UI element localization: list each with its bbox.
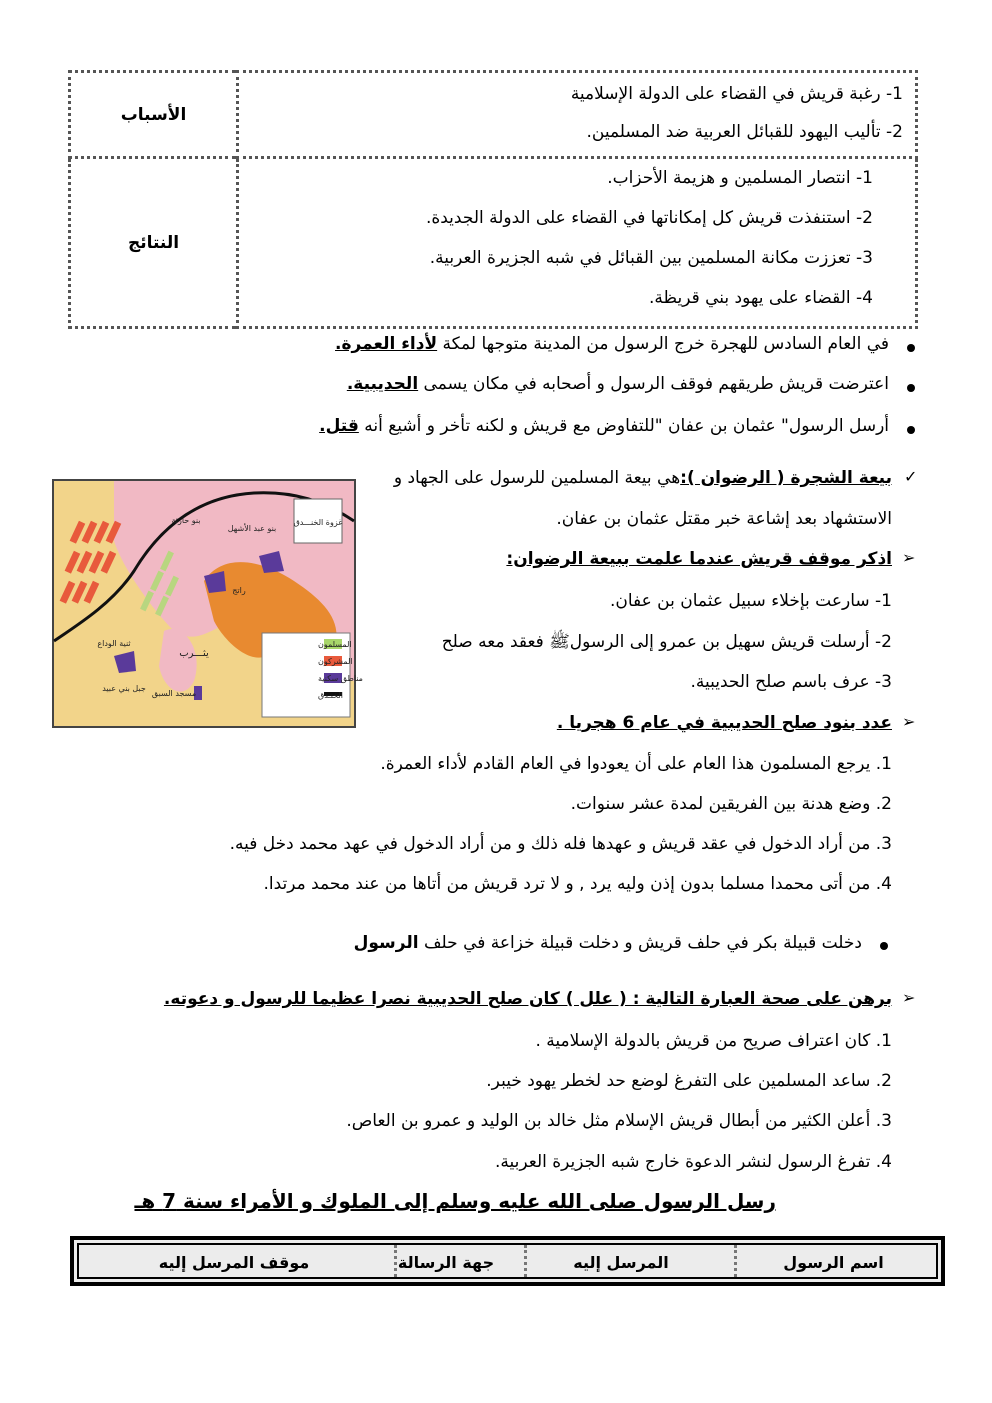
- map-label-wada: ثنية الوداع: [97, 639, 131, 648]
- header-recipient-position: موقف المرسل إليه: [158, 1253, 310, 1272]
- results-cell: [238, 158, 917, 328]
- treaty-item-1: 1. يرجع المسلمون هذا العام على أن يعودوا في العام القادم لأداء العمرة.: [380, 754, 892, 774]
- arrow-bullet-icon: ➢: [902, 712, 916, 731]
- bullet-dot: [907, 344, 915, 352]
- prove-item-4: 4. تفرغ الرسول لنشر الدعوة خارج شبه الجزيرة العربية.: [495, 1152, 892, 1172]
- letters-title: رسل الرسول صلى الله عليه وسلم إلى الملوك و الأمراء سنة 7 هـ: [134, 1189, 776, 1213]
- treaty-item-2: 2. وضع هدنة بين الفريقين لمدة عشر سنوات.: [570, 794, 892, 814]
- prove-item-2: 2. ساعد المسلمين على التفرغ لوضع حد لخطر يهود خيبر.: [486, 1071, 892, 1091]
- legend-residential: مناطق سكنية: [318, 674, 363, 683]
- bullet-3: أرسل الرسول" عثمان بن عفان "للتفاوض مع قريش و لكنه تأخر و أشيع أنه قتل.: [319, 416, 889, 436]
- map-graphic: [54, 481, 363, 726]
- checkmark-icon: ✓: [904, 467, 918, 486]
- bullet-dot: [880, 942, 888, 950]
- bullet-dot: [907, 384, 915, 392]
- causes-cell: [238, 72, 917, 158]
- map-label-khandaq: غزوة الخنـــدق: [293, 518, 343, 527]
- bullet-1: في العام السادس للهجرة خرج الرسول من المدينة متوجها لمكة لأداء العمرة.: [335, 334, 889, 354]
- header-recipient: المرسل إليه: [573, 1253, 669, 1272]
- quraysh-item-2: 2- أرسلت قريش سهيل بن عمرو إلى الرسولﷺ فعقد معه صلح: [441, 632, 892, 652]
- header-letter-direction: جهة الرسالة: [397, 1253, 495, 1272]
- quraysh-item-1: 1- سارعت بإخلاء سبيل عثمان بن عفان.: [609, 591, 892, 611]
- arrow-bullet-icon: ➢: [902, 988, 916, 1007]
- treaty-item-3: 3. من أراد الدخول في عقد قريش و عهدها فله ذلك و من أراد الدخول في عهد محمد دخل فيه.: [229, 834, 892, 854]
- causes-results-table: [68, 70, 918, 329]
- map-label-bani-abd-ashhal: بنو عبد الأشهل: [227, 524, 277, 533]
- result-3: 3- تعززت مكانة المسلمين بين القبائل في شبه الجزيرة العربية.: [429, 248, 873, 268]
- ridwan-line-2: الاستشهاد بعد إشاعة خبر مقتل عثمان بن عفان.: [556, 509, 892, 529]
- legend-mushrikun: المشركون: [318, 657, 353, 666]
- result-4: 4- القضاء على يهود بني قريظة.: [649, 288, 873, 308]
- ridwan-line-1: بيعة الشجرة ( الرضوان ):هي بيعة المسلمين للرسول على الجهاد و: [393, 468, 892, 488]
- result-2: 2- استنفذت قريش كل إمكاناتها في القضاء على الدولة الجديدة.: [425, 208, 873, 228]
- map-label-masjid: مسجد السبق: [151, 689, 197, 698]
- arrow-bullet-icon: ➢: [902, 548, 916, 567]
- treaty-item-4: 4. من أتى محمدا مسلما بدون إذن وليه يرد , و لا ترد قريش من أتاها من عند محمد مرتدا.: [263, 874, 892, 894]
- khandaq-map: [52, 479, 363, 728]
- prove-heading: برهن على صحة العبارة التالية : ( علل ) كان صلح الحديبية نصرا عظيما للرسول و دعوته.: [163, 989, 892, 1009]
- treaty-heading: عدد بنود صلح الحديبية في عام 6 هجريا .: [556, 713, 892, 733]
- prove-item-1: 1. كان اعتراف صريح من قريش بالدولة الإسلامية .: [535, 1031, 892, 1051]
- legend-trench: الخنـدق: [318, 691, 343, 700]
- causes-label: الأسباب: [70, 72, 238, 158]
- map-label-jabal: جبل بني عبيد: [102, 684, 146, 693]
- cause-1: 1- رغبة قريش في القضاء على الدولة الإسلامية: [570, 84, 903, 104]
- cause-2: 2- تأليب اليهود للقبائل العربية ضد المسلمين.: [586, 122, 903, 142]
- column-separator: [524, 1245, 527, 1277]
- quraysh-item-3: 3- عرف باسم صلح الحديبية.: [690, 672, 892, 692]
- prove-item-3: 3. أعلن الكثير من أبطال قريش الإسلام مثل خالد بن الوليد و عمرو بن العاص.: [346, 1111, 892, 1131]
- letters-table-header: [77, 1243, 938, 1279]
- result-1: 1- انتصار المسلمين و هزيمة الأحزاب.: [607, 168, 873, 188]
- results-label: النتائج: [70, 158, 238, 328]
- tribes-bullet: دخلت قبيلة بكر في حلف قريش و دخلت قبيلة خزاعة في حلف الرسول: [353, 933, 862, 953]
- legend-muslims: المسلمون: [318, 640, 352, 649]
- map-label-ratij: راتج: [232, 586, 246, 595]
- column-separator: [734, 1245, 737, 1277]
- letters-table: [70, 1236, 945, 1286]
- bullet-2: اعترضت قريش طريقهم فوقف الرسول و أصحابه في مكان يسمى الحديبية.: [346, 374, 889, 394]
- quraysh-heading: اذكر موقف قريش عندما علمت ببيعة الرضوان:: [506, 549, 892, 569]
- column-separator: [394, 1245, 397, 1277]
- map-label-yathrib: يثـــرب: [179, 648, 209, 659]
- header-messenger-name: اسم الرسول: [783, 1253, 884, 1272]
- map-label-bani-haritha: بنو حارثة: [171, 516, 201, 525]
- bullet-dot: [907, 426, 915, 434]
